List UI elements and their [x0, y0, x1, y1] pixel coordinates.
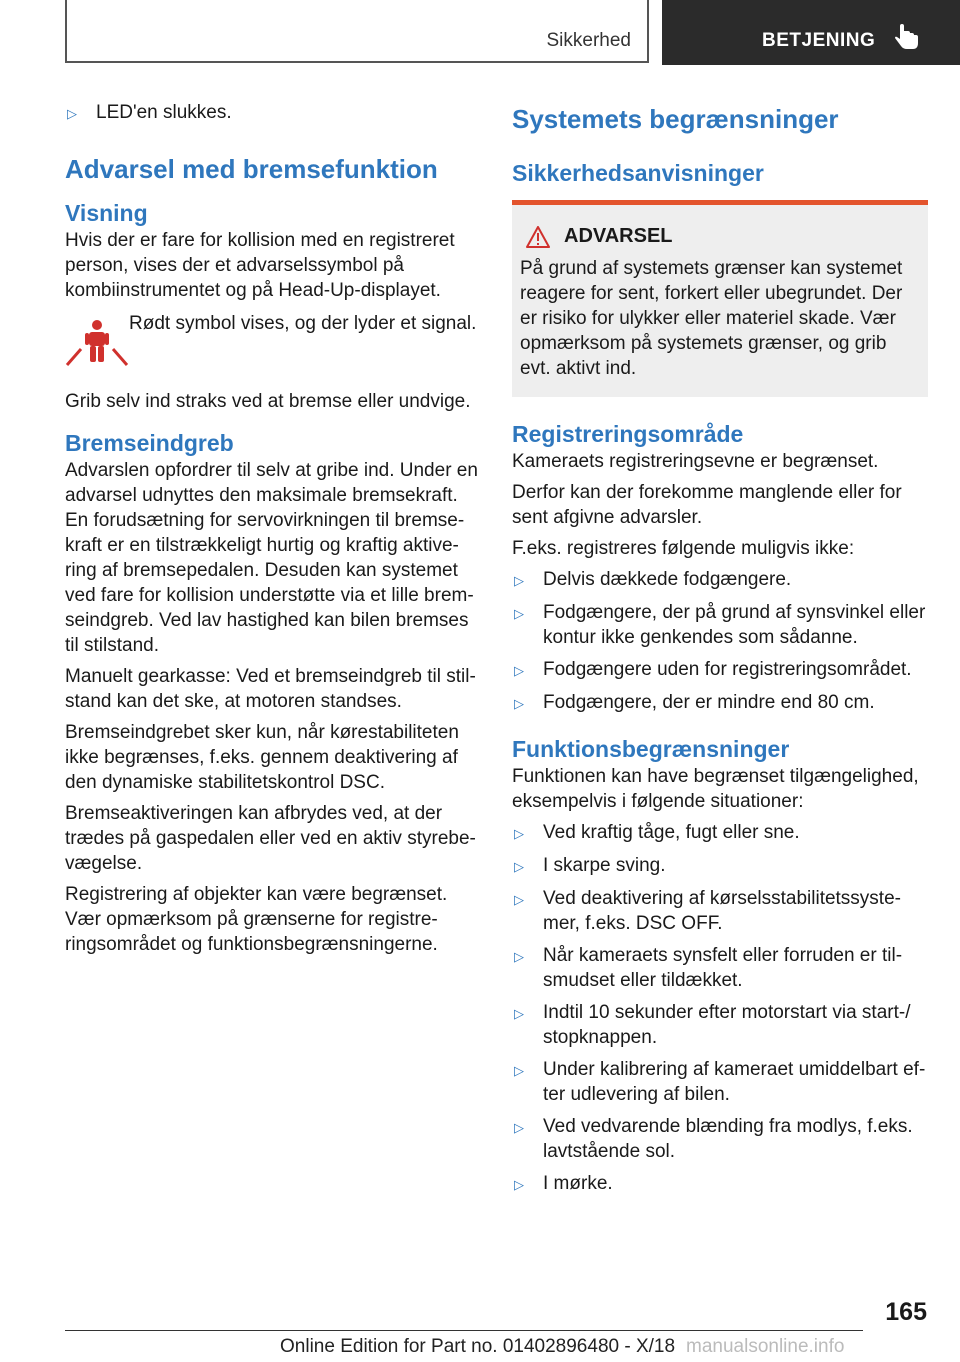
section-title-system-limits: Systemets begrænsninger	[512, 104, 839, 134]
brake-paragraph-2: Manuelt gearkasse: Ved et bremseindgreb til stilstand kan det ske, at motoren standses.	[65, 666, 476, 712]
header-chapter-title: BETJENING	[762, 30, 876, 51]
list-item	[512, 1114, 928, 1164]
triangle-right-icon: ▷	[514, 573, 524, 588]
footer-watermark: manualsonline.info	[686, 1336, 845, 1357]
pointing-hand-icon	[894, 24, 920, 52]
triangle-right-icon: ▷	[514, 606, 524, 621]
page-number: 165	[885, 1298, 927, 1326]
footer-divider	[65, 1330, 863, 1331]
list-item	[512, 1171, 928, 1197]
triangle-right-icon: ▷	[514, 1177, 524, 1192]
pedestrian-warning-icon	[65, 315, 129, 369]
list-item-text: Fodgængere, der er mindre end 80 cm.	[543, 692, 875, 713]
header-chapter-tab	[662, 0, 960, 65]
triangle-right-icon: ▷	[514, 1120, 524, 1135]
brake-paragraph-4: Bremseaktiveringen kan afbrydes ved, at der trædes på gaspedalen eller ved en aktiv styrebevægelse.	[65, 803, 476, 874]
triangle-right-icon: ▷	[514, 696, 524, 711]
list-item	[65, 100, 480, 126]
display-paragraph: Hvis der er fare for kollision med en registreret person, vises der et advarselssymbol på kombiinstrumentet og på Head-Up-displayet.	[65, 230, 455, 301]
triangle-right-icon: ▷	[514, 859, 524, 874]
detection-list	[512, 567, 928, 716]
list-item-text: Ved deaktivering af kørselsstabilitetssystemer, f.eks. DSC OFF.	[543, 888, 901, 934]
triangle-right-icon: ▷	[514, 892, 524, 907]
triangle-right-icon: ▷	[514, 1063, 524, 1078]
list-item-text: LED'en slukkes.	[96, 102, 232, 123]
list-item	[512, 567, 928, 593]
header-section-title: Sikkerhed	[546, 30, 631, 51]
list-item	[512, 600, 928, 650]
brake-paragraph-1: Advarslen opfordrer til selv at gribe ind. Under en advarsel udnyttes den maksimale bremsekraft. En forudsætning for servovirkningen til bremsekraft er en tilstrækkeligt hurtig og kraftig aktivering af bremsepedalen. Desuden kan systemet ved fare for kollision understøtte via et lille bremseindgreb. Ved lav hastighed kan bilen bremses til stilstand.	[65, 460, 478, 656]
triangle-right-icon: ▷	[514, 949, 524, 964]
triangle-right-icon: ▷	[514, 826, 524, 841]
right-column	[512, 100, 928, 1204]
detection-paragraph-3: F.eks. registreres følgende muligvis ikke:	[512, 538, 855, 559]
brake-paragraph-5: Registrering af objekter kan være begrænset. Vær opmærksom på grænserne for registreringsområdet og funktionsbegrænsningerne.	[65, 884, 448, 955]
list-item-text: I skarpe sving.	[543, 855, 666, 876]
function-paragraph: Funktionen kan have begrænset tilgængelighed, eksempelvis i følgende situationer:	[512, 766, 919, 812]
pedestrian-symbol-text: Rødt symbol vises, og der lyder et signal.	[129, 313, 477, 334]
warning-title: ADVARSEL	[564, 225, 673, 247]
warning-triangle-icon	[526, 226, 550, 248]
list-item-text: Delvis dækkede fodgængere.	[543, 569, 792, 590]
list-item	[512, 690, 928, 716]
detection-paragraph-2: Derfor kan der forekomme manglende eller for sent afgivne advarsler.	[512, 482, 902, 528]
footer-edition: Online Edition for Part no. 01402896480 - X/18	[280, 1336, 676, 1357]
triangle-right-icon: ▷	[514, 663, 524, 678]
function-list	[512, 820, 928, 1197]
list-item-text: Fodgængere uden for registreringsområdet.	[543, 659, 912, 680]
list-item-text: Ved kraftig tåge, fugt eller sne.	[543, 822, 800, 843]
list-item	[512, 943, 928, 993]
list-item-text: Ved vedvarende blænding fra modlys, f.eks. lavtstående sol.	[543, 1116, 913, 1162]
list-item-text: I mørke.	[543, 1173, 613, 1194]
warning-title-row	[520, 225, 918, 248]
section-title-brake-warning: Advarsel med bremsefunktion	[65, 154, 438, 184]
list-item	[512, 1000, 928, 1050]
left-column	[65, 100, 480, 963]
list-item-text: Fodgængere, der på grund af synsvinkel eller kontur ikke genkendes som sådanne.	[543, 602, 926, 648]
heading-safety: Sikkerhedsanvisninger	[512, 160, 764, 186]
heading-detection-range: Registreringsområde	[512, 421, 744, 447]
heading-display: Visning	[65, 200, 148, 226]
intervene-paragraph: Grib selv ind straks ved at bremse eller undvige.	[65, 391, 471, 412]
warning-text: På grund af systemets grænser kan systemet reagere for sent, forkert eller ubegrundet. Der er risiko for ulykker eller materiel skade. Vær opmærksom på systemets grænser, og grib evt. aktivt ind.	[520, 258, 903, 379]
list-item-text: Under kalibrering af kameraet umiddelbart efter udlevering af bilen.	[543, 1059, 926, 1105]
header-section-box	[65, 0, 649, 63]
list-item	[512, 853, 928, 879]
triangle-right-icon: ▷	[514, 1006, 524, 1021]
warning-box	[512, 200, 928, 397]
list-item-text: Når kameraets synsfelt eller forruden er tilsmudset eller tildækket.	[543, 945, 903, 991]
detection-paragraph-1: Kameraets registreringsevne er begrænset.	[512, 451, 879, 472]
heading-brake-intervention: Bremseindgreb	[65, 430, 234, 456]
list-item	[512, 820, 928, 846]
triangle-right-icon: ▷	[67, 106, 77, 121]
list-item	[512, 886, 928, 936]
pedestrian-symbol-row	[65, 311, 480, 369]
list-item-text: Indtil 10 sekunder efter motorstart via start-/ stopknappen.	[543, 1002, 911, 1048]
brake-paragraph-3: Bremseindgrebet sker kun, når kørestabiliteten ikke begrænses, f.eks. gennem deaktivering af den dynamiske stabilitetskontrol DSC.	[65, 722, 459, 793]
list-item	[512, 1057, 928, 1107]
list-item	[512, 657, 928, 683]
heading-function-limits: Funktionsbegrænsninger	[512, 736, 790, 762]
